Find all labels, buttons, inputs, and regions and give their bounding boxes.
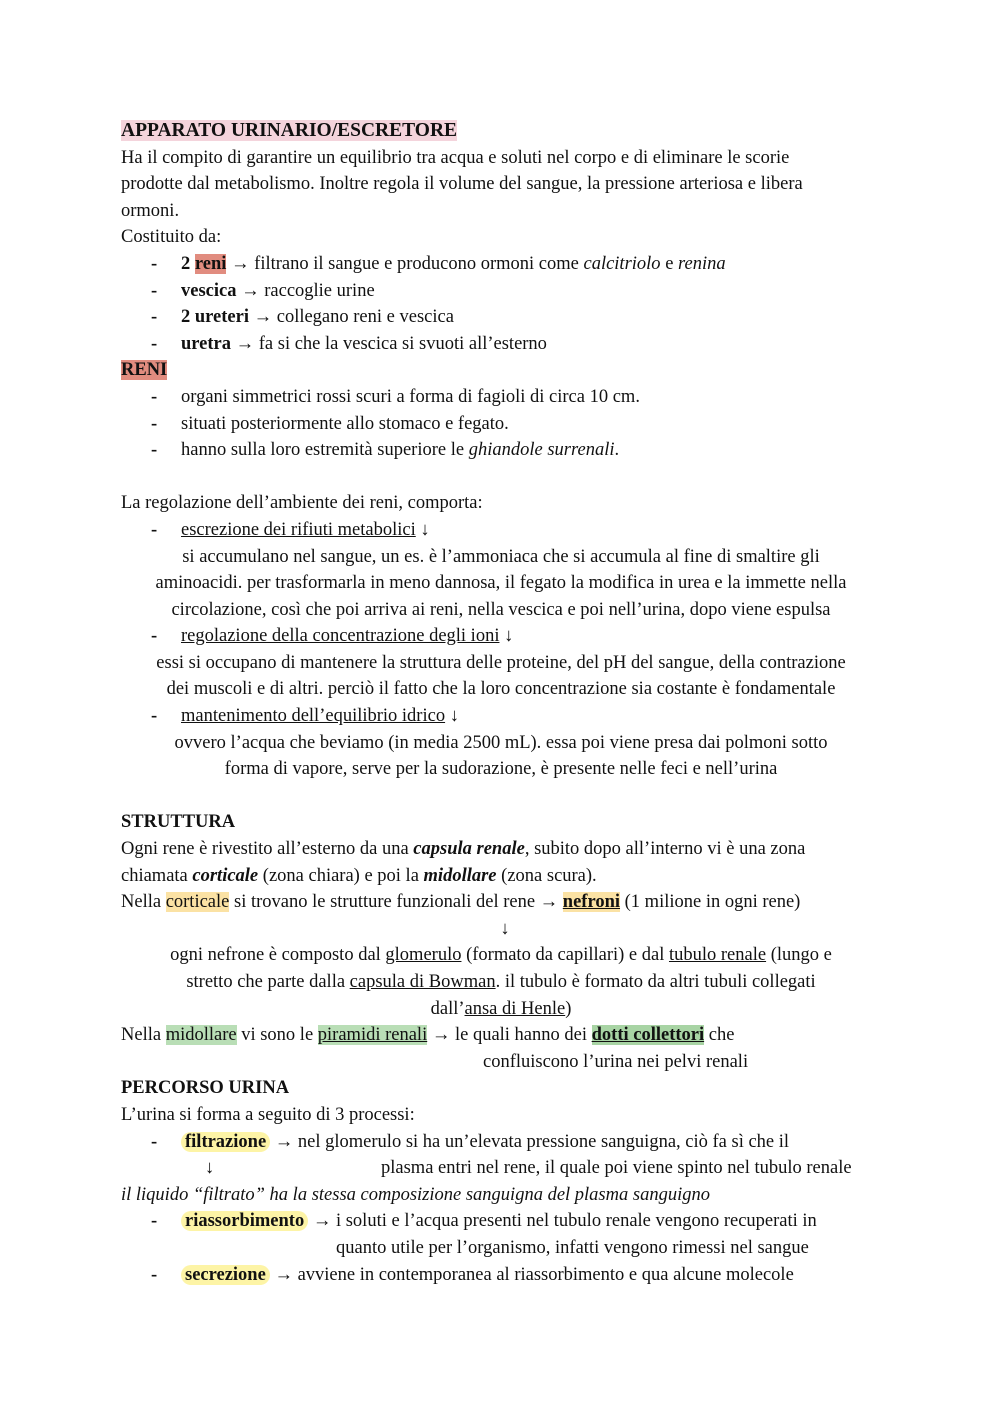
paragraph-line: circolazione, così che poi arriva ai reni, nella vescica e poi nell’urina, dopo viene espulsa [171, 599, 831, 620]
list-item: - organi simmetrici rossi scuri a forma di fagioli di circa 10 cm. [121, 384, 881, 411]
list-item: - secrezione → avviene in contemporanea al riassorbimento e qua alcune molecole [121, 1262, 881, 1289]
arrow-down-icon: ↓ [500, 918, 510, 939]
list-item: - situati posteriormente allo stomaco e fegato. [121, 411, 881, 438]
arrow-down-icon: ↓ [504, 626, 514, 647]
paragraph-line: stretto che parte dalla capsula di Bowman. il tubulo è formato da altri tubuli collegati [186, 972, 816, 992]
paragraph-line: aminoacidi. per trasformarla in meno dannosa, il fegato la modifica in urea e la immette nella [155, 573, 847, 594]
paragraph-line: ogni nefrone è composto dal glomerulo (formato da capillari) e dal tubulo renale (lungo e [170, 945, 832, 966]
list-item: - uretra → fa si che la vescica si svuoti all’esterno [121, 331, 881, 358]
paragraph-line: forma di vapore, serve per la sudorazione, è presente nelle feci e nell’urina [224, 759, 778, 780]
paragraph-line: confluiscono l’urina nei pelvi renali [483, 1051, 749, 1072]
paragraph-line: dall’ansa di Henle) [430, 998, 572, 1019]
paragraph-line: dei muscoli e di altri. perciò il fatto che la loro concentrazione sia costante è fondamentale [166, 679, 836, 700]
page-title: APPARATO URINARIO/ESCRETORE [121, 120, 458, 141]
section-heading-struttura: STRUTTURA [121, 812, 236, 833]
paragraph-line: chiamata corticale (zona chiara) e poi la midollare (zona scura). [121, 865, 597, 886]
intro-line: ormoni. [121, 200, 180, 221]
components-intro: Costituito da: [121, 227, 222, 248]
arrow-down-icon: ↓ [420, 519, 430, 540]
paragraph-line: si accumulano nel sangue, un es. è l’ammoniaca che si accumula al fine di smaltire gli [182, 546, 820, 567]
list-item: - riassorbimento → i soluti e l’acqua presenti nel tubulo renale vengono recuperati in [121, 1208, 881, 1235]
list-item: - regolazione della concentrazione degli ioni ↓ [121, 623, 881, 650]
italic-note: il liquido “filtrato” ha la stessa composizione sanguigna del plasma sanguigno [121, 1184, 710, 1205]
section-heading-percorso: PERCORSO URINA [121, 1078, 290, 1099]
intro-line: Ha il compito di garantire un equilibrio tra acqua e soluti nel corpo e di eliminare le scorie [121, 147, 790, 168]
paragraph-line: L’urina si forma a seguito di 3 processi: [121, 1104, 415, 1125]
list-item: - escrezione dei rifiuti metabolici ↓ [121, 517, 881, 544]
list-item: - mantenimento dell’equilibrio idrico ↓ [121, 703, 881, 730]
paragraph-line: Ogni rene è rivestito all’esterno da una capsula renale, subito dopo all’interno vi è una zona [121, 839, 806, 860]
paragraph-line: ↓ plasma entri nel rene, il quale poi viene spinto nel tubulo renale [121, 1155, 881, 1182]
document-page [121, 118, 881, 1288]
paragraph-line: Nella corticale si trovano le strutture funzionali del rene → nefroni (1 milione in ogni rene) [121, 892, 801, 913]
list-item: - filtrazione → nel glomerulo si ha un’elevata pressione sanguigna, ciò fa sì che il [121, 1129, 881, 1156]
arrow-down-icon: ↓ [449, 706, 459, 727]
blank-line [121, 783, 881, 810]
paragraph-line: ovvero l’acqua che beviamo (in media 2500 mL). essa poi viene presa dai polmoni sotto [174, 732, 828, 753]
list-item: - hanno sulla loro estremità superiore le ghiandole surrenali. [121, 437, 881, 464]
paragraph-line: Nella midollare vi sono le piramidi renali → le quali hanno dei dotti collettori che [121, 1025, 735, 1046]
list-item: - 2 ureteri → collegano reni e vescica [121, 304, 881, 331]
regolazione-intro: La regolazione dell’ambiente dei reni, comporta: [121, 493, 483, 514]
section-heading-reni: RENI [121, 360, 168, 381]
arrow-down-icon: ↓ [205, 1158, 215, 1179]
paragraph-line: essi si occupano di mantenere la struttura delle proteine, del pH del sangue, della contrazione [156, 652, 846, 673]
intro-line: prodotte dal metabolismo. Inoltre regola il volume del sangue, la pressione arteriosa e libera [121, 174, 803, 195]
list-item: - 2 reni → filtrano il sangue e producono ormoni come calcitriolo e renina [121, 251, 881, 278]
blank-line [121, 464, 881, 491]
paragraph-line: quanto utile per l’organismo, infatti vengono rimessi nel sangue [336, 1237, 809, 1258]
list-item: - vescica → raccoglie urine [121, 278, 881, 305]
